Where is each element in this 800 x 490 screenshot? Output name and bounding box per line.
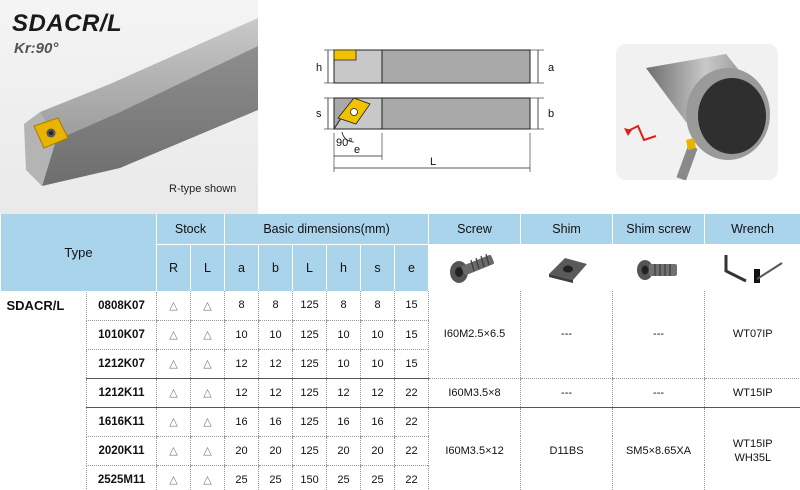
dim-b-cell: 12 (259, 349, 293, 378)
label-b: b (548, 108, 555, 120)
wrench-code: WT15IP (732, 437, 773, 450)
dim-a-cell: 10 (225, 320, 259, 349)
stock-R-cell: △ (157, 407, 191, 436)
dim-e-cell: 15 (395, 291, 429, 320)
wrench-icon (705, 244, 800, 291)
screw-cell: I60M3.5×12 (429, 407, 521, 490)
header-shim: Shim (521, 214, 613, 244)
dim-s-cell: 12 (361, 378, 395, 407)
header-R: R (157, 244, 191, 291)
header-type: Type (1, 214, 157, 291)
screw-cell: I60M3.5×8 (429, 378, 521, 407)
dim-L-cell: 125 (293, 291, 327, 320)
header-wrench: Wrench (705, 214, 800, 244)
r-type-note: R-type shown (169, 183, 237, 195)
dim-L-cell: 125 (293, 378, 327, 407)
type-code-cell: 1616K11 (87, 407, 157, 436)
shim-cell: --- (521, 291, 613, 378)
stock-L-cell: △ (191, 465, 225, 490)
dim-e-cell: 22 (395, 407, 429, 436)
type-code-cell: 1212K07 (87, 349, 157, 378)
type-code-cell: 2020K11 (87, 436, 157, 465)
shim-screw-icon (613, 244, 705, 291)
dim-L-cell: 125 (293, 320, 327, 349)
dim-b-cell: 8 (259, 291, 293, 320)
shim-cell: D11BS (521, 407, 613, 490)
header-b: b (259, 244, 293, 291)
dim-h-cell: 20 (327, 436, 361, 465)
shim-screw-cell: --- (613, 378, 705, 407)
dim-a-cell: 12 (225, 349, 259, 378)
dim-h-cell: 12 (327, 378, 361, 407)
label-e: e (354, 144, 361, 156)
label-a: a (548, 62, 555, 74)
type-code-cell: 2525M11 (87, 465, 157, 490)
wrench-cell (705, 291, 800, 378)
stock-R-cell: △ (157, 436, 191, 465)
dim-L-cell: 125 (293, 407, 327, 436)
wrench-code: WH35L (734, 451, 772, 464)
wrench-code: WT15IP (732, 386, 773, 399)
header-h: h (327, 244, 361, 291)
stock-L-cell: △ (191, 436, 225, 465)
table-row (1, 378, 800, 407)
stock-L-cell: △ (191, 407, 225, 436)
dim-s-cell: 20 (361, 436, 395, 465)
dim-a-cell: 20 (225, 436, 259, 465)
dim-s-cell: 8 (361, 291, 395, 320)
stock-L-cell: △ (191, 291, 225, 320)
spec-table-body (1, 291, 800, 490)
wrench-cell (705, 378, 800, 407)
dim-h-cell: 10 (327, 320, 361, 349)
dim-b-cell: 10 (259, 320, 293, 349)
header-s: s (361, 244, 395, 291)
stock-R-cell: △ (157, 291, 191, 320)
stock-R-cell: △ (157, 320, 191, 349)
dim-e-cell: 22 (395, 465, 429, 490)
series-title: SDACR/L (12, 10, 123, 37)
stock-R-cell: △ (157, 465, 191, 490)
header-len: L (293, 244, 327, 291)
dim-h-cell: 25 (327, 465, 361, 490)
shim-screw-cell: --- (613, 291, 705, 378)
header-L: L (191, 244, 225, 291)
stock-R-cell: △ (157, 378, 191, 407)
stock-R-cell: △ (157, 349, 191, 378)
table-row (1, 291, 800, 320)
spec-table (0, 214, 800, 490)
dim-a-cell: 8 (225, 291, 259, 320)
type-code-cell: 1010K07 (87, 320, 157, 349)
shim-icon (521, 244, 613, 291)
label-angle: 90° (336, 137, 353, 149)
workpiece-image (616, 44, 778, 180)
dim-a-cell: 12 (225, 378, 259, 407)
screw-icon (429, 244, 521, 291)
tool-holder-render (0, 0, 258, 214)
header-a: a (225, 244, 259, 291)
series-cell: SDACR/L (6, 297, 65, 313)
approach-angle: Kr:90° (14, 40, 59, 57)
application-illustration (616, 44, 778, 180)
header-e: e (395, 244, 429, 291)
label-L: L (430, 156, 437, 168)
dim-L-cell: 125 (293, 436, 327, 465)
dim-s-cell: 16 (361, 407, 395, 436)
dim-b-cell: 20 (259, 436, 293, 465)
stock-L-cell: △ (191, 378, 225, 407)
dim-e-cell: 22 (395, 436, 429, 465)
dim-h-cell: 8 (327, 291, 361, 320)
dim-e-cell: 15 (395, 349, 429, 378)
dim-e-cell: 15 (395, 320, 429, 349)
dim-L-cell: 150 (293, 465, 327, 490)
header-stock: Stock (157, 214, 225, 244)
table-row (1, 407, 800, 436)
header-basic-dimensions: Basic dimensions(mm) (225, 214, 429, 244)
dim-h-cell: 10 (327, 349, 361, 378)
wrench-code: WT07IP (732, 328, 773, 341)
stock-L-cell: △ (191, 349, 225, 378)
dim-e-cell: 22 (395, 378, 429, 407)
dim-b-cell: 12 (259, 378, 293, 407)
stock-L-cell: △ (191, 320, 225, 349)
dim-L-cell: 125 (293, 349, 327, 378)
screw-cell: I60M2.5×6.5 (429, 291, 521, 378)
type-code-cell: 0808K07 (87, 291, 157, 320)
label-h: h (316, 62, 323, 74)
header-shim-screw: Shim screw (613, 214, 705, 244)
shim-cell: --- (521, 378, 613, 407)
dim-a-cell: 25 (225, 465, 259, 490)
shim-screw-cell: SM5×8.65XA (613, 407, 705, 490)
dim-s-cell: 10 (361, 349, 395, 378)
dim-b-cell: 25 (259, 465, 293, 490)
dim-b-cell: 16 (259, 407, 293, 436)
dim-s-cell: 25 (361, 465, 395, 490)
dim-h-cell: 16 (327, 407, 361, 436)
top-illustration (0, 0, 800, 214)
label-s: s (316, 108, 322, 120)
wrench-cell (705, 407, 800, 490)
type-code-cell: 1212K11 (87, 378, 157, 407)
header-screw: Screw (429, 214, 521, 244)
dim-s-cell: 10 (361, 320, 395, 349)
dim-a-cell: 16 (225, 407, 259, 436)
